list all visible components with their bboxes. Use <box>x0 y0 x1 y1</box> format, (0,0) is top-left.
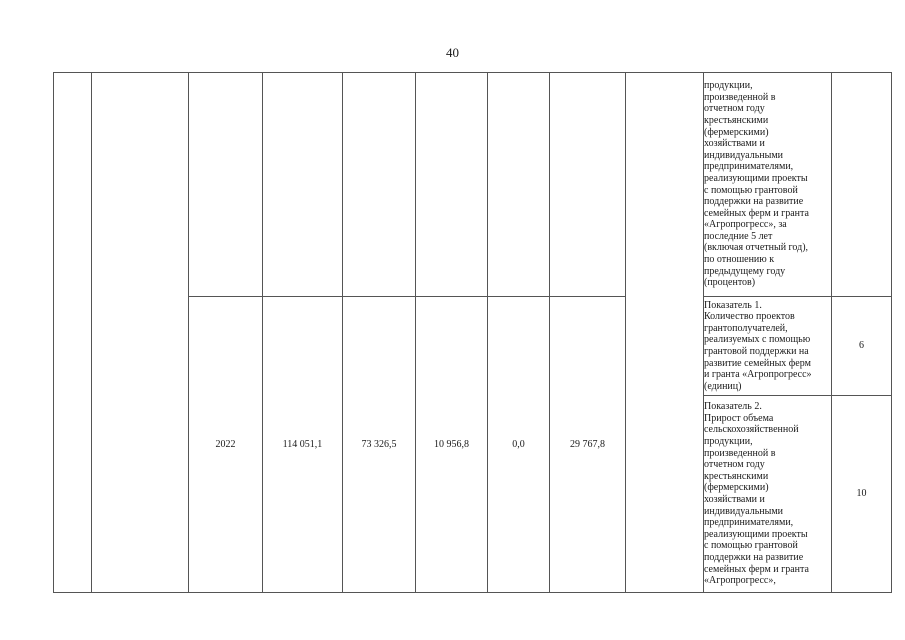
indicator-text-cell <box>704 297 832 396</box>
regional-cell-empty <box>416 73 488 297</box>
page-number: 40 <box>446 45 459 60</box>
indicator-value-cell: 6 <box>832 297 892 396</box>
total-cell: 114 051,1 <box>263 297 343 593</box>
other-cell: 29 767,8 <box>550 297 626 593</box>
indicator-value-cell <box>832 73 892 297</box>
index-cell <box>54 73 92 593</box>
indicator-text: Показатель 2. Прирост объема сельскохозяйственной продукции, произведенной в отчетном году крестьянскими (фермерскими) хозяйствами и индивидуальными предпринимателями, реализующими проекты с помощью грантовой поддержки на развитие семейных ферм и гранта «Агропрогресс», <box>704 401 809 587</box>
total-cell-empty <box>263 73 343 297</box>
other-cell-empty <box>550 73 626 297</box>
budget-table <box>53 72 892 593</box>
indicator-text-cell <box>704 396 832 593</box>
federal-cell-empty <box>343 73 416 297</box>
executor-cell <box>626 73 704 593</box>
federal-cell: 73 326,5 <box>343 297 416 593</box>
event-name-cell <box>92 73 189 593</box>
local-cell: 0,0 <box>488 297 550 593</box>
regional-cell: 10 956,8 <box>416 297 488 593</box>
indicator-text: Показатель 1. Количество проектов грантополучателей, реализуемых с помощью грантовой поддержки на развитие семейных ферм и гранта «Агропрогресс» (единиц) <box>704 299 812 392</box>
local-cell-empty <box>488 73 550 297</box>
year-cell: 2022 <box>189 297 263 593</box>
indicator-text-cell <box>704 73 832 297</box>
table-row <box>54 73 892 297</box>
indicator-text: продукции, произведенной в отчетном году крестьянскими (фермерскими) хозяйствами и индивидуальными предпринимателями, реализующими проекты с помощью грантовой поддержки на развитие семейных ферм и гранта «Агропрогресс», за последние 5 лет (включая отчетный год), по отношению к предыдущему году (процентов) <box>704 80 809 289</box>
indicator-value-cell: 10 <box>832 396 892 593</box>
year-cell-empty <box>189 73 263 297</box>
